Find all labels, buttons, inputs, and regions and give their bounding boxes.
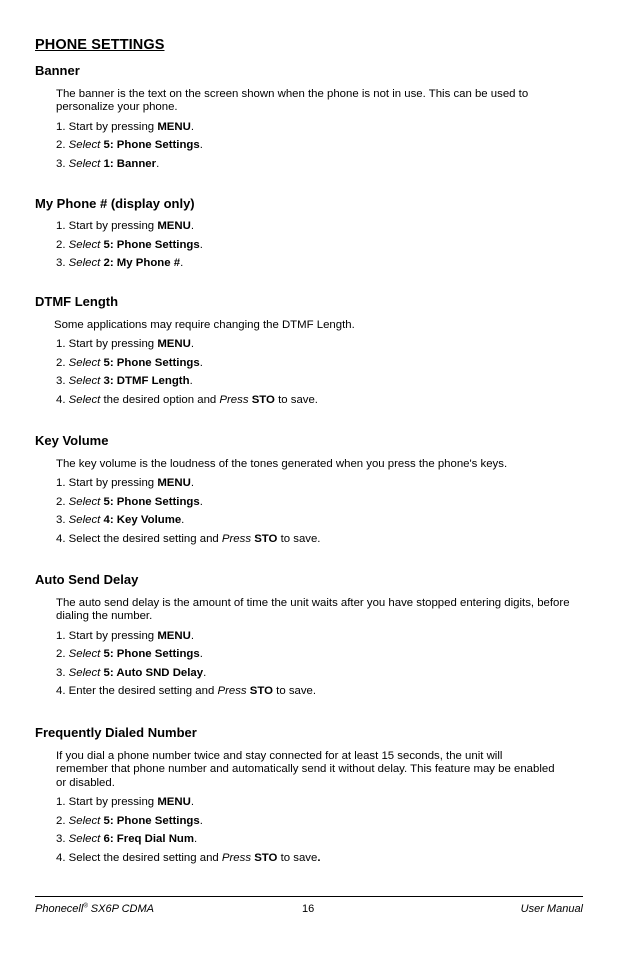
section-heading: Key Volume — [35, 433, 109, 448]
step-item — [35, 647, 585, 661]
step-item — [35, 120, 585, 134]
step-text: . — [199, 238, 203, 251]
step-text: Select — [68, 375, 101, 388]
section-heading: My Phone # (display only) — [35, 196, 195, 211]
steps-list — [35, 629, 585, 699]
step-text: Press — [221, 532, 252, 545]
step-text: . — [181, 514, 185, 527]
step-text: Select — [68, 257, 101, 269]
step-item — [35, 795, 585, 809]
section-paragraph: The banner is the text on the screen shown when the phone is not in use. This can be used to personalize your phone. — [56, 88, 529, 114]
step-text: 1. Start by pressing — [56, 220, 158, 232]
section-paragraph: If you dial a phone number twice and stay connected for at least 15 seconds, the unit will remember that phone number and automatically send it without delay. This feature may be enabled or disabled. — [56, 750, 555, 789]
step-text: to save. — [274, 393, 318, 406]
step-text: Select — [68, 139, 101, 152]
step-text: . — [317, 851, 321, 864]
step-text: Select — [68, 393, 101, 406]
step-item — [35, 684, 585, 698]
steps-list — [35, 337, 585, 407]
step-text: the desired option and — [100, 393, 220, 406]
step-text: . — [199, 495, 203, 508]
step-text: . — [189, 375, 193, 388]
step-text: Select — [68, 514, 101, 527]
step-text: 3. — [56, 157, 69, 170]
step-text: 4. — [56, 393, 69, 406]
step-text: 3: DTMF Length — [103, 375, 190, 388]
step-text: 2. — [56, 814, 69, 827]
step-text: . — [180, 257, 184, 269]
step-text: 1. Start by pressing — [56, 477, 158, 490]
step-text: . — [194, 833, 198, 846]
page-title: PHONE SETTINGS — [35, 37, 165, 53]
step-item — [35, 256, 585, 270]
step-text: Select — [68, 495, 101, 508]
step-text: . — [199, 648, 203, 661]
step-text: Select — [68, 157, 101, 170]
step-item — [35, 157, 585, 171]
section-auto-send-delay — [35, 572, 585, 703]
footer-brand: Phonecell — [35, 903, 84, 915]
step-text: MENU — [157, 338, 191, 351]
step-text: 2. — [56, 356, 69, 369]
step-text: 2. — [56, 139, 69, 152]
step-text: . — [190, 629, 195, 642]
step-text: 2. — [56, 495, 69, 508]
step-text: MENU — [157, 796, 191, 809]
step-text: 2: My Phone # — [103, 257, 181, 269]
step-text: Select — [68, 356, 101, 369]
step-text: 1. Start by pressing — [56, 796, 158, 809]
step-text: MENU — [157, 629, 191, 642]
section-paragraph: Some applications may require changing the DTMF Length. — [54, 319, 355, 331]
step-item — [35, 851, 585, 865]
steps-list — [35, 476, 585, 546]
step-text: 2. — [56, 238, 69, 251]
step-item — [35, 374, 585, 388]
footer-left — [35, 903, 154, 915]
section-banner — [35, 63, 585, 175]
step-text: 1: Banner — [103, 157, 157, 170]
step-text: . — [190, 477, 195, 490]
step-item — [35, 476, 585, 490]
steps-list — [35, 120, 585, 171]
step-item — [35, 666, 585, 680]
step-text: STO — [254, 851, 278, 864]
section-key-volume — [35, 433, 585, 550]
step-text: Select — [68, 814, 101, 827]
step-text: . — [190, 220, 195, 232]
step-item — [35, 238, 585, 252]
section-paragraph: The auto send delay is the amount of time the unit waits after you have stopped entering digits, before dialing the number. — [56, 597, 570, 623]
step-item — [35, 495, 585, 509]
section-dtmf-length — [35, 294, 585, 411]
step-text: Select — [68, 666, 101, 679]
section-heading: Auto Send Delay — [35, 572, 139, 587]
step-text: 1. Start by pressing — [56, 338, 158, 351]
step-text: to save. — [277, 532, 321, 545]
step-text: 5: Phone Settings — [103, 139, 200, 152]
step-text: 4. Enter the desired setting and — [56, 685, 218, 698]
step-item — [35, 832, 585, 846]
step-text: Select — [68, 648, 101, 661]
footer-model: SX6P CDMA — [87, 903, 154, 915]
step-text: 2. — [56, 648, 69, 661]
step-text: 3. — [56, 514, 69, 527]
step-text: . — [203, 666, 207, 679]
step-text: . — [199, 139, 203, 152]
step-item — [35, 219, 585, 233]
step-item — [35, 513, 585, 527]
step-text: 4. Select the desired setting and — [56, 851, 222, 864]
step-item — [35, 532, 585, 546]
step-text: 3. — [56, 666, 69, 679]
step-text: . — [156, 157, 160, 170]
step-text: to save. — [273, 685, 317, 698]
step-text: . — [199, 814, 203, 827]
step-text: MENU — [157, 477, 191, 490]
section-frequently-dialed-number — [35, 725, 585, 869]
step-text: 4. Select the desired setting and — [56, 532, 222, 545]
step-text: Press — [221, 851, 252, 864]
step-item — [35, 393, 585, 407]
step-text: 5: Phone Settings — [103, 648, 200, 661]
step-text: . — [190, 796, 195, 809]
step-text: 3. — [56, 833, 69, 846]
step-item — [35, 138, 585, 152]
step-text: STO — [251, 393, 275, 406]
step-text: 5: Auto SND Delay — [103, 666, 204, 679]
step-text: MENU — [157, 120, 191, 133]
steps-list — [35, 795, 585, 865]
step-text: MENU — [157, 220, 191, 232]
step-text: 5: Phone Settings — [103, 814, 200, 827]
section-heading: Banner — [35, 63, 80, 78]
footer-right: User Manual — [520, 903, 583, 915]
step-item — [35, 356, 585, 370]
registered-mark: ® — [83, 903, 88, 910]
step-text: Press — [217, 685, 247, 698]
step-text: Select — [68, 833, 101, 846]
footer-page-number: 16 — [302, 903, 315, 915]
step-text: 1. Start by pressing — [56, 120, 158, 133]
step-text: . — [190, 338, 195, 351]
step-text: 5: Phone Settings — [103, 495, 200, 508]
section-my-phone-number — [35, 196, 585, 275]
step-text: 6: Freq Dial Num — [103, 833, 195, 846]
step-text: to save — [277, 851, 318, 864]
step-item — [35, 337, 585, 351]
steps-list — [35, 219, 585, 270]
footer-rule — [35, 896, 583, 897]
step-text: 1. Start by pressing — [56, 629, 158, 642]
step-text: Press — [219, 393, 249, 406]
step-text: 5: Phone Settings — [103, 238, 200, 251]
step-text: Select — [68, 238, 101, 251]
step-text: 4: Key Volume — [103, 514, 182, 527]
step-text: 5: Phone Settings — [103, 356, 200, 369]
step-item — [35, 814, 585, 828]
section-heading: Frequently Dialed Number — [35, 725, 197, 740]
section-paragraph: The key volume is the loudness of the tones generated when you press the phone's keys. — [56, 458, 508, 470]
step-text: STO — [249, 685, 273, 698]
step-text: STO — [254, 532, 278, 545]
step-item — [35, 629, 585, 643]
step-text: 3. — [56, 375, 69, 388]
step-text: 3. — [56, 257, 69, 269]
step-text: . — [190, 120, 195, 133]
step-text: . — [199, 356, 203, 369]
section-heading: DTMF Length — [35, 294, 119, 309]
